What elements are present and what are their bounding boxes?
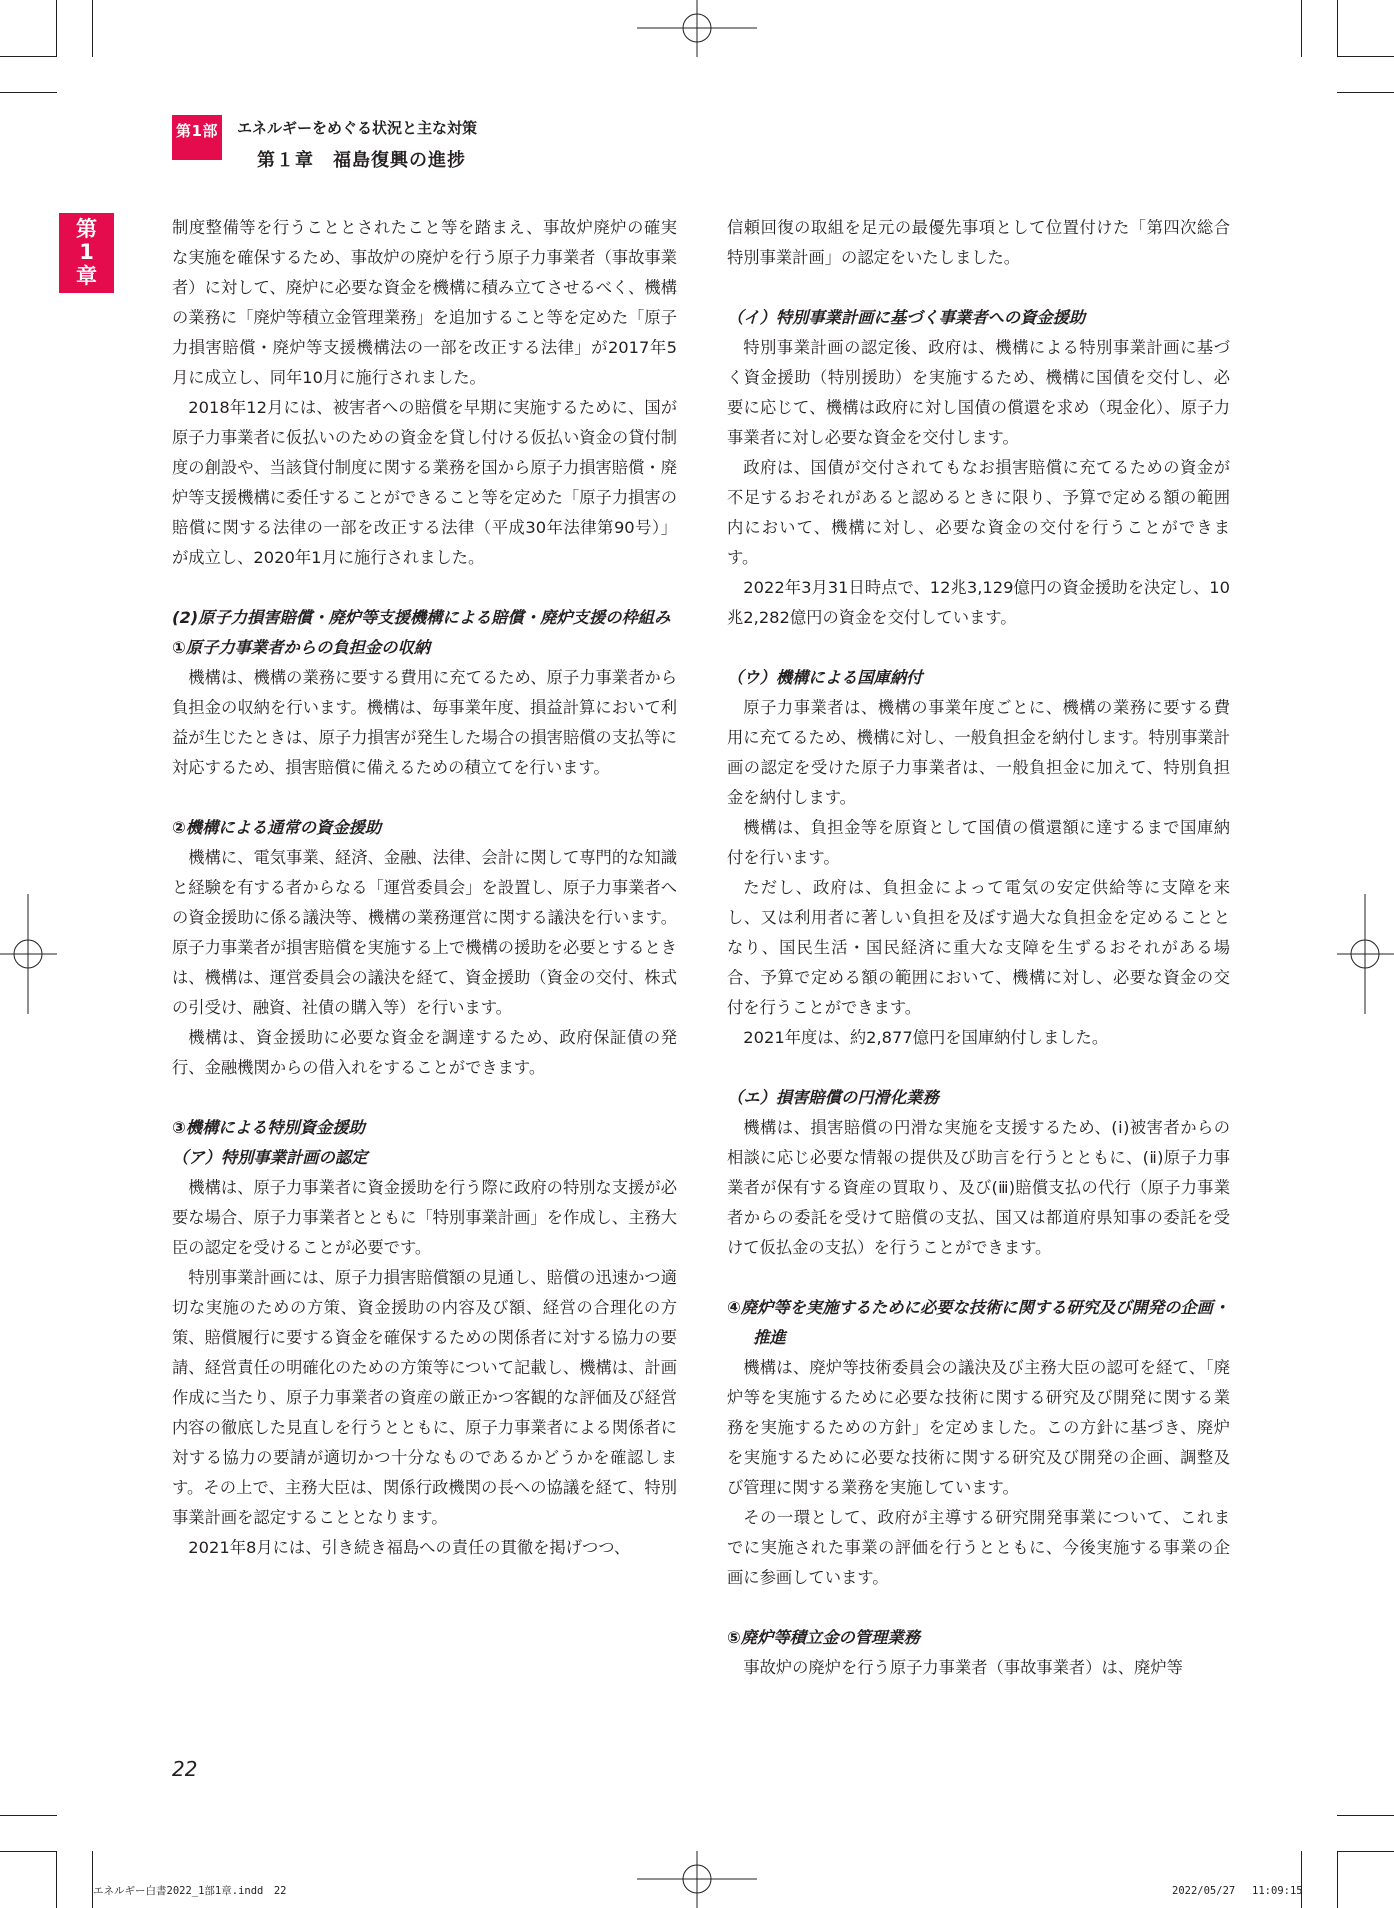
part-badge-bar <box>172 145 222 160</box>
registration-mark-left <box>0 894 57 1014</box>
left-column <box>172 213 677 1563</box>
paragraph: 2022年3月31日時点で、12兆3,129億円の資金援助を決定し、10兆2,282億円の資金を交付しています。 <box>727 578 1230 627</box>
subsubsection-heading: （イ）特別事業計画に基づく事業者への資金援助 <box>727 308 1086 327</box>
subsubsection-heading: （ア）特別事業計画の認定 <box>172 1148 368 1167</box>
paragraph: 機構は、廃炉等技術委員会の議決及び主務大臣の認可を経て、「廃炉等を実施するために必要な技術に関する研究及び開発に関する業務を実施するための方針」を定めました。この方針に基づき、廃炉を実施するために必要な技術に関する研究及び開発の企画、調整及び管理に関する業務を実施しています。 <box>727 1358 1230 1497</box>
paragraph: 特別事業計画には、原子力損害賠償額の見通し、賠償の迅速かつ適切な実施のための方策、資金援助の内容及び額、経営の合理化の方策、賠償履行に要する資金を確保するための関係者に対する協力の要請、経営責任の明確化のための方策等について記載し、機構は、計画作成に当たり、原子力事業者の資産の厳正かつ客観的な評価及び経営内容の徹底した見直しを行うとともに、原子力事業者による関係者に対する協力の要請が適切かつ十分なものであるかどうかを確認します。その上で、主務大臣は、関係行政機関の長への協議を経て、特別事業計画を認定することとなります。 <box>172 1268 677 1527</box>
subsection-heading: ⑤廃炉等積立金の管理業務 <box>727 1628 920 1647</box>
paragraph: 機構は、機構の業務に要する費用に充てるため、原子力事業者から負担金の収納を行います。機構は、毎事業年度、損益計算において利益が生じたときは、原子力損害が発生した場合の損害賠償の支払等に対応するため、損害賠償に備えるための積立てを行います。 <box>172 668 677 777</box>
print-slug-filename: エネルギー白書2022_1部1章.indd 22 <box>93 1885 287 1897</box>
subsubsection-heading: （ウ）機構による国庫納付 <box>727 668 923 687</box>
paragraph: 特別事業計画の認定後、政府は、機構による特別事業計画に基づく資金援助（特別援助）を実施するため、機構に国債を交付し、必要に応じて、機構は政府に対し国債の償還を求め（現金化）、原子力事業者に対し必要な資金を交付します。 <box>727 338 1230 447</box>
chapter-title: 第１章 福島復興の進捗 <box>257 150 466 171</box>
paragraph: 原子力事業者は、機構の事業年度ごとに、機構の業務に要する費用に充てるため、機構に対し、一般負担金を納付します。特別事業計画の認定を受けた原子力事業者は、一般負担金に加えて、特別負担金を納付します。 <box>727 698 1230 807</box>
side-tab-line2: 1 <box>79 240 94 265</box>
subsection-heading: ③機構による特別資金援助 <box>172 1118 365 1137</box>
paragraph: 2018年12月には、被害者への賠償を早期に実施するために、国が原子力事業者に仮払いのための資金を貸し付ける仮払い資金の貸付制度の創設や、当該貸付制度に関する業務を国から原子力損害賠償・廃炉等支援機構に委任することができること等を定めた「原子力損害の賠償に関する法律の一部を改正する法律（平成30年法律第90号）」が成立し、2020年1月に施行されました。 <box>172 398 677 567</box>
paragraph: 政府は、国債が交付されてもなお損害賠償に充てるための資金が不足するおそれがあると認めるときに限り、予算で定める額の範囲内において、機構に対し、必要な資金の交付を行うことができます。 <box>727 458 1230 567</box>
paragraph: 機構は、負担金等を原資として国債の償還額に達するまで国庫納付を行います。 <box>727 818 1230 867</box>
paragraph: 信頼回復の取組を足元の最優先事項として位置付けた「第四次総合特別事業計画」の認定をいたしました。 <box>727 218 1230 267</box>
side-tab-line3: 章 <box>76 263 97 288</box>
registration-mark-top <box>637 0 757 57</box>
paragraph: 2021年8月には、引き続き福島への責任の貫徹を掲げつつ、 <box>188 1538 631 1557</box>
chapter-side-tab <box>59 213 114 293</box>
registration-mark-right <box>1337 894 1394 1014</box>
page-number: 22 <box>172 1757 198 1781</box>
part-badge: 第1部 <box>172 115 222 145</box>
paragraph: ただし、政府は、負担金によって電気の安定供給等に支障を来し、又は利用者に著しい負担を及ぼす過大な負担金を定めることとなり、国民生活・国民経済に重大な支障を生ずるおそれがある場合、予算で定める額の範囲において、機構に対し、必要な資金の交付を行うことができます。 <box>727 878 1230 1017</box>
paragraph: 2021年度は、約2,877億円を国庫納付しました。 <box>743 1028 1109 1047</box>
paragraph: 制度整備等を行うこととされたこと等を踏まえ、事故炉廃炉の確実な実施を確保するため、事故炉の廃炉を行う原子力事業者（事故事業者）に対して、廃炉に必要な資金を機構に積み立てさせるべく、機構の業務に「廃炉等積立金管理業務」を追加すること等を定めた「原子力損害賠償・廃炉等支援機構法の一部を改正する法律」が2017年5月に成立し、同年10月に施行されました。 <box>172 218 677 387</box>
section-heading: (2)原子力損害賠償・廃炉等支援機構による賠償・廃炉支援の枠組み <box>172 608 671 627</box>
paragraph: 機構は、資金援助に必要な資金を調達するため、政府保証債の発行、金融機関からの借入れをすることができます。 <box>172 1028 677 1077</box>
paragraph: 事故炉の廃炉を行う原子力事業者（事故事業者）は、廃炉等 <box>743 1658 1183 1677</box>
subsection-heading: ①原子力事業者からの負担金の収納 <box>172 638 431 657</box>
part-title: エネルギーをめぐる状況と主な対策 <box>237 119 478 137</box>
paragraph: 機構は、損害賠償の円滑な実施を支援するため、(ⅰ)被害者からの相談に応じ必要な情報の提供及び助言を行うとともに、(ⅱ)原子力事業者が保有する資産の買取り、及び(ⅲ)賠償支払の代行（原子力事業者からの委託を受けて賠償の支払、国又は都道府県知事の委託を受けて仮払金の支払）を行うことができます。 <box>727 1118 1230 1257</box>
registration-mark-bottom <box>637 1851 757 1908</box>
side-tab-line1: 第 <box>76 216 97 241</box>
print-slug-timestamp: 2022/05/27 11:09:15 <box>1172 1885 1303 1897</box>
subsection-heading: ②機構による通常の資金援助 <box>172 818 382 837</box>
paragraph: その一環として、政府が主導する研究開発事業について、これまでに実施された事業の評価を行うとともに、今後実施する事業の企画に参画しています。 <box>727 1508 1230 1587</box>
subsection-heading: ④廃炉等を実施するために必要な技術に関する研究及び開発の企画・推進 <box>727 1298 1230 1347</box>
paragraph: 機構に、電気事業、経済、金融、法律、会計に関して専門的な知識と経験を有する者からなる「運営委員会」を設置し、原子力事業者への資金援助に係る議決等、機構の業務運営に関する議決を行います。原子力事業者が損害賠償を実施する上で機構の援助を必要とするときは、機構は、運営委員会の議決を経て、資金援助（資金の交付、株式の引受け、融資、社債の購入等）を行います。 <box>172 848 677 1017</box>
subsubsection-heading: （エ）損害賠償の円滑化業務 <box>727 1088 939 1107</box>
right-column <box>727 213 1230 1683</box>
paragraph: 機構は、原子力事業者に資金援助を行う際に政府の特別な支援が必要な場合、原子力事業者とともに「特別事業計画」を作成し、主務大臣の認定を受けることが必要です。 <box>172 1178 677 1257</box>
